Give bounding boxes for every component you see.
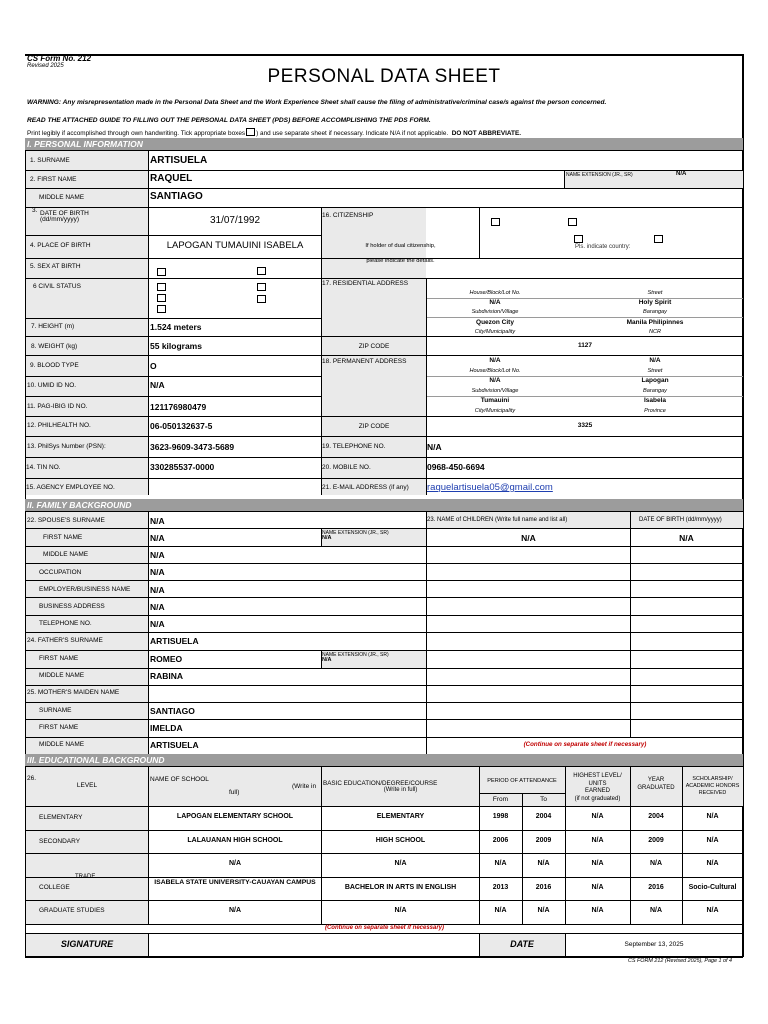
perm-province-caption: Province <box>644 408 666 414</box>
perm-house[interactable]: N/A <box>489 357 501 364</box>
header-honors-3: RECEIVED <box>698 790 727 796</box>
header-honors-2: ACADEMIC HONORS <box>685 783 740 789</box>
edu-year[interactable]: N/A <box>649 860 663 867</box>
civil-married-checkbox[interactable] <box>257 283 266 291</box>
surname-value[interactable]: ARTISUELA <box>150 155 208 166</box>
grid-line <box>26 416 743 417</box>
grid-line <box>321 207 322 495</box>
mother-first-value[interactable]: IMELDA <box>150 723 183 733</box>
pagibig-value[interactable]: 121176980479 <box>150 402 207 412</box>
grid-line <box>26 396 321 397</box>
umid-value[interactable]: N/A <box>150 380 165 390</box>
header-school-note-b: full) <box>229 789 240 796</box>
grid-line <box>26 318 321 319</box>
name-extension-value[interactable]: N/A <box>676 171 687 177</box>
grid-line <box>26 336 743 337</box>
spouse-telephone-label: TELEPHONE NO. <box>39 620 92 627</box>
grid-line <box>564 170 565 188</box>
print-note-a: Print legibly if accomplished through own handwriting. Tick appropriate boxes <box>27 130 246 137</box>
edu-level-secondary: SECONDARY <box>39 838 81 845</box>
civil-status-label: 6 CIVIL STATUS <box>33 283 81 290</box>
edu-units[interactable]: N/A <box>591 860 604 867</box>
citizenship-filipino-checkbox[interactable] <box>491 218 500 226</box>
height-label: 7. HEIGHT (m) <box>31 323 75 330</box>
header-units-1: HIGHEST LEVEL/ <box>573 773 622 779</box>
mother-first-label: FIRST NAME <box>39 724 79 731</box>
res-province-caption: NCR <box>648 329 662 335</box>
first-name-label: 2. FIRST NAME <box>30 176 77 183</box>
dual-note-1: If holder of dual citizenship, <box>365 243 436 249</box>
perm-city[interactable]: Tumauini <box>480 397 510 404</box>
grid-line <box>26 702 743 703</box>
grid-line <box>148 150 149 495</box>
header-honors <box>682 776 743 797</box>
edu-course[interactable]: BACHELOR IN ARTS IN ENGLISH <box>344 884 457 891</box>
header-school-note-a: (Write in <box>292 783 317 790</box>
edu-school[interactable]: N/A <box>228 907 242 914</box>
perm-subdivision[interactable]: N/A <box>489 377 501 384</box>
res-city[interactable]: Quezon City <box>476 319 514 326</box>
sex-female-checkbox[interactable] <box>257 267 266 275</box>
grid-line <box>26 563 743 564</box>
grid-line <box>26 235 321 236</box>
spouse-telephone-value[interactable]: N/A <box>150 619 165 629</box>
education-number: 26. <box>27 775 37 782</box>
perm-barangay[interactable]: Lapogan <box>641 377 669 384</box>
edu-course[interactable]: ELEMENTARY <box>376 813 425 820</box>
dual-note-2: please indicate the details. <box>366 258 435 264</box>
spouse-surname-label: 22. SPOUSE'S SURNAME <box>27 517 105 524</box>
perm-subdivision-caption: Subdivision/Village <box>471 388 519 394</box>
form-number: CS Form No. 212 <box>27 54 92 63</box>
weight-value[interactable]: 55 kilograms <box>150 341 202 351</box>
mother-maiden-label: 25. MOTHER'S MAIDEN NAME <box>27 689 120 696</box>
name-extension-label: NAME EXTENSION (JR., SR) <box>566 172 633 178</box>
height-value[interactable]: 1.524 meters <box>150 322 202 332</box>
edu-year[interactable]: 2016 <box>648 884 664 891</box>
section-educational-background: III. EDUCATIONAL BACKGROUND <box>25 754 743 766</box>
by-naturalization-checkbox[interactable] <box>654 235 663 243</box>
date-value[interactable]: September 13, 2025 <box>624 941 684 948</box>
grid-line <box>26 436 743 437</box>
father-middle-value[interactable]: RABINA <box>150 671 184 681</box>
mother-surname-value[interactable]: SANTIAGO <box>150 706 195 716</box>
first-name-value[interactable]: RAQUEL <box>150 173 193 184</box>
section-personal-info: I. PERSONAL INFORMATION <box>25 138 743 150</box>
edu-school[interactable]: LALAUANAN HIGH SCHOOL <box>187 837 283 844</box>
header-units <box>565 773 630 803</box>
mother-middle-value[interactable]: ARTISUELA <box>150 740 199 750</box>
res-street-caption: Street <box>647 290 663 296</box>
edu-level-graduate: GRADUATE STUDIES <box>39 907 105 914</box>
edu-to[interactable]: N/A <box>537 860 550 867</box>
edu-course[interactable]: N/A <box>394 907 407 914</box>
blood-type-value[interactable]: O <box>150 361 157 371</box>
grid-line <box>26 853 743 854</box>
child-dob-value[interactable]: N/A <box>679 533 694 543</box>
perm-street-caption: Street <box>647 368 663 374</box>
header-units-2: UNITS <box>588 780 607 787</box>
father-ext-label: NAME EXTENSION (JR., SR) <box>322 652 389 658</box>
header-course-note: (Write in full) <box>383 787 418 793</box>
by-birth-checkbox[interactable] <box>574 235 583 243</box>
telephone-value[interactable]: N/A <box>427 442 442 452</box>
telephone-label: 19. TELEPHONE NO. <box>322 443 386 450</box>
warning-text: WARNING: Any misrepresentation made in the Personal Data Sheet and the Work Experience Sheet shall cause the filing of administrative/criminal case/s against the person concerned. <box>27 99 607 106</box>
mobile-label: 20. MOBILE NO. <box>322 464 371 471</box>
spouse-middle-value[interactable]: N/A <box>150 550 165 560</box>
label-column-right-bg <box>321 207 426 495</box>
edu-units[interactable]: N/A <box>591 813 604 820</box>
edu-units[interactable]: N/A <box>591 837 604 844</box>
weight-label: 8. WEIGHT (kg) <box>31 343 78 350</box>
res-house-caption: House/Block/Lot No. <box>469 290 521 296</box>
form-revision: Revised 2025 <box>27 63 64 69</box>
signature-field[interactable] <box>150 935 478 955</box>
edu-from[interactable]: 2006 <box>492 837 509 844</box>
header-from: From <box>492 796 509 803</box>
edu-level-college: COLLEGE <box>39 884 70 891</box>
header-year-2: GRADUATED <box>637 784 675 791</box>
edu-to[interactable]: 2016 <box>535 884 552 891</box>
sex-label: 5. SEX AT BIRTH <box>30 263 81 270</box>
guide-text: READ THE ATTACHED GUIDE TO FILLING OUT THE PERSONAL DATA SHEET (PDS) BEFORE ACCOMPLISHING THE PDS FORM. <box>27 117 431 124</box>
edu-to[interactable]: 2009 <box>535 837 552 844</box>
grid-line <box>148 511 149 754</box>
grid-line <box>26 170 743 171</box>
print-note <box>27 127 521 137</box>
edu-units[interactable]: N/A <box>591 884 604 891</box>
edu-honors[interactable]: Socio-Cultural <box>688 884 737 891</box>
signature-label: SIGNATURE <box>60 939 114 949</box>
family-continue-note: (Continue on separate sheet if necessary) <box>523 741 647 748</box>
grid-line <box>26 376 321 377</box>
grid-line <box>630 511 631 737</box>
civil-single-checkbox[interactable] <box>157 283 166 291</box>
header-units-4: (if not graduated) <box>574 795 621 802</box>
residential-address-label: 17. RESIDENTIAL ADDRESS <box>322 280 409 287</box>
edu-honors[interactable]: N/A <box>706 860 719 867</box>
civil-other-checkbox[interactable] <box>157 305 166 313</box>
res-barangay[interactable]: Holy Spirit <box>638 299 672 306</box>
country-note: Pls. indicate country: <box>575 244 631 250</box>
grid-line <box>26 685 743 686</box>
grid-line <box>26 615 743 616</box>
grid-line <box>26 478 743 479</box>
edu-from[interactable]: 2013 <box>492 884 509 891</box>
grid-line <box>26 355 743 356</box>
tick-box-sample <box>246 128 255 136</box>
father-first-label: FIRST NAME <box>39 655 79 662</box>
occupation-label: OCCUPATION <box>39 569 82 576</box>
page-footer-note: CS FORM 212 (Revised 2025), Page 1 of 4 <box>628 958 732 964</box>
header-year-1: YEAR <box>647 777 665 783</box>
grid-line <box>26 207 743 208</box>
grid-line <box>479 766 480 924</box>
page-title: PERSONAL DATA SHEET <box>267 66 501 87</box>
perm-street[interactable]: N/A <box>649 357 661 364</box>
blood-type-label: 9. BLOOD TYPE <box>30 362 79 369</box>
philsys-label: 13. PhilSys Number (PSN): <box>27 443 106 450</box>
dob-label: DATE OF BIRTH <box>40 210 89 217</box>
grid-line <box>26 278 743 279</box>
citizenship-dual-checkbox[interactable] <box>568 218 577 226</box>
edu-course[interactable]: HIGH SCHOOL <box>375 837 426 844</box>
edu-honors[interactable]: N/A <box>706 837 719 844</box>
philhealth-value[interactable]: 06-050132637-5 <box>150 421 213 431</box>
spouse-middle-label: MIDDLE NAME <box>43 551 89 558</box>
occupation-value[interactable]: N/A <box>150 567 165 577</box>
edu-year[interactable]: N/A <box>649 907 663 914</box>
print-note-b: ) and use separate sheet if necessary. Indicate N/A if not applicable. <box>256 130 449 137</box>
res-subdivision[interactable]: N/A <box>489 299 501 306</box>
grid-line <box>26 719 743 720</box>
date-label: DATE <box>510 939 534 949</box>
grid-line <box>26 188 743 189</box>
grid-line <box>426 511 427 754</box>
mobile-value[interactable]: 0968-450-6694 <box>427 462 485 472</box>
res-subdivision-caption: Subdivision/Village <box>471 309 519 315</box>
edu-to[interactable]: 2004 <box>535 813 552 820</box>
grid-line <box>26 597 743 598</box>
no-abbreviate: DO NOT ABBREVIATE. <box>451 130 521 137</box>
business-address-label: BUSINESS ADDRESS <box>39 603 105 610</box>
res-barangay-caption: Barangay <box>643 309 667 315</box>
header-period: PERIOD OF ATTENDANCE <box>487 778 557 784</box>
edu-school[interactable]: LAPOGAN ELEMENTARY SCHOOL <box>176 813 294 820</box>
edu-to[interactable]: N/A <box>537 907 550 914</box>
perm-city-caption: City/Municipality <box>474 408 516 414</box>
philsys-value[interactable]: 3623-9609-3473-5689 <box>150 442 235 452</box>
header-honors-1: SCHOLARSHIP/ <box>692 776 733 782</box>
middle-name-value[interactable]: SANTIAGO <box>150 191 203 202</box>
edu-from[interactable]: 1998 <box>492 813 509 820</box>
grid-line <box>26 511 743 512</box>
education-continue-note: (Continue on separate sheet if necessary) <box>324 925 445 931</box>
grid-line <box>26 806 743 807</box>
edu-year[interactable]: 2009 <box>648 837 664 844</box>
edu-from[interactable]: N/A <box>494 860 507 867</box>
father-ext-value[interactable]: N/A <box>322 657 332 663</box>
grid-line <box>26 546 743 547</box>
father-surname-label: 24. FATHER'S SURNAME <box>27 637 103 644</box>
edu-units[interactable]: N/A <box>591 907 604 914</box>
perm-house-caption: House/Block/Lot No. <box>469 368 521 374</box>
email-label: 21. E-MAIL ADDRESS (if any) <box>322 484 409 491</box>
agency-label: 15. AGENCY EMPLOYEE NO. <box>26 484 115 491</box>
dob-number: 3. <box>32 207 38 214</box>
grid-line <box>26 830 743 831</box>
grid-line <box>26 877 743 878</box>
employer-value[interactable]: N/A <box>150 585 165 595</box>
top-border <box>25 54 743 56</box>
grid-line <box>148 766 149 924</box>
grid-line <box>26 900 743 901</box>
civil-separated-checkbox[interactable] <box>257 295 266 303</box>
pagibig-label: 11. PAG-IBIG ID NO. <box>27 403 88 410</box>
spouse-first-value[interactable]: N/A <box>150 533 165 543</box>
grid-line <box>26 737 743 738</box>
grid-line <box>26 632 743 633</box>
header-units-3: EARNED <box>584 788 610 794</box>
mother-surname-label: SURNAME <box>39 707 72 714</box>
res-zip-label: ZIP CODE <box>358 343 390 350</box>
edu-level-trade: TRADE <box>75 874 96 880</box>
grid-line <box>479 207 480 259</box>
header-course: BASIC EDUCATION/DEGREE/COURSE <box>323 780 438 787</box>
grid-line <box>26 150 743 151</box>
edu-honors[interactable]: N/A <box>706 813 719 820</box>
perm-zip-label: ZIP CODE <box>358 423 390 430</box>
spouse-ext-label: NAME EXTENSION (JR., SR) <box>322 530 389 536</box>
tin-value[interactable]: 330285537-0000 <box>150 462 215 472</box>
grid-line <box>26 766 743 767</box>
mother-middle-label: MIDDLE NAME <box>39 741 85 748</box>
business-address-value[interactable]: N/A <box>150 602 165 612</box>
edu-course[interactable]: N/A <box>394 860 407 867</box>
employer-label: EMPLOYER/BUSINESS NAME <box>39 586 131 593</box>
edu-from[interactable]: N/A <box>494 907 507 914</box>
surname-label: 1. SURNAME <box>30 157 70 164</box>
father-first-value[interactable]: ROMEO <box>150 654 183 664</box>
edu-school[interactable]: ISABELA STATE UNIVERSITY-CAUAYAN CAMPUS <box>154 879 316 886</box>
grid-line <box>148 933 149 957</box>
edu-school[interactable]: N/A <box>228 860 242 867</box>
grid-line <box>26 457 743 458</box>
header-year <box>630 777 682 792</box>
children-dob-label: DATE OF BIRTH (dd/mm/yyyy) <box>639 517 722 523</box>
edu-honors[interactable]: N/A <box>706 907 719 914</box>
email-value[interactable]: raquelartisuela05@gmail.com <box>427 482 553 493</box>
section-family-background: II. FAMILY BACKGROUND <box>25 499 743 511</box>
pob-value[interactable]: LAPOGAN TUMAUINI ISABELA <box>166 240 304 251</box>
res-province[interactable]: Manila Philipinnes <box>626 319 684 326</box>
children-label: 23. NAME of CHILDREN (Write full name and list all) <box>427 517 568 523</box>
edu-year[interactable]: 2004 <box>648 813 664 820</box>
header-level: LEVEL <box>76 782 98 789</box>
perm-barangay-caption: Barangay <box>643 388 667 394</box>
spouse-first-label: FIRST NAME <box>43 534 83 541</box>
edu-level-elementary: ELEMENTARY <box>39 814 83 821</box>
child-name-value[interactable]: N/A <box>521 533 536 543</box>
perm-province[interactable]: Isabela <box>643 397 667 404</box>
grid-line <box>26 668 743 669</box>
res-zip[interactable]: 1127 <box>577 342 593 349</box>
tin-label: 14. TIN NO. <box>26 464 61 471</box>
sex-male-checkbox[interactable] <box>157 268 166 276</box>
pob-label: 4. PLACE OF BIRTH <box>30 242 91 249</box>
grid-line <box>26 580 743 581</box>
philhealth-label: 12. PHILHEALTH NO. <box>27 422 91 429</box>
address-subline <box>427 317 743 318</box>
spouse-surname-value[interactable]: N/A <box>150 516 165 526</box>
header-to: To <box>540 796 547 803</box>
permanent-address-label: 18. PERMANENT ADDRESS <box>322 358 407 365</box>
umid-label: 10. UMID ID NO. <box>27 382 77 389</box>
dob-value[interactable]: 31/07/1992 <box>209 215 261 226</box>
father-middle-label: MIDDLE NAME <box>39 672 85 679</box>
civil-widowed-checkbox[interactable] <box>157 294 166 302</box>
header-school: NAME OF SCHOOL <box>150 776 209 783</box>
perm-zip[interactable]: 3325 <box>577 422 593 429</box>
middle-name-label: MIDDLE NAME <box>39 194 85 201</box>
citizenship-label: 16. CITIZENSHIP <box>322 212 374 219</box>
father-surname-value[interactable]: ARTISUELA <box>150 636 199 646</box>
res-city-caption: City/Municipality <box>474 329 516 335</box>
dob-format: (dd/mm/yyyy) <box>40 216 79 223</box>
spouse-ext-value[interactable]: N/A <box>322 535 332 541</box>
